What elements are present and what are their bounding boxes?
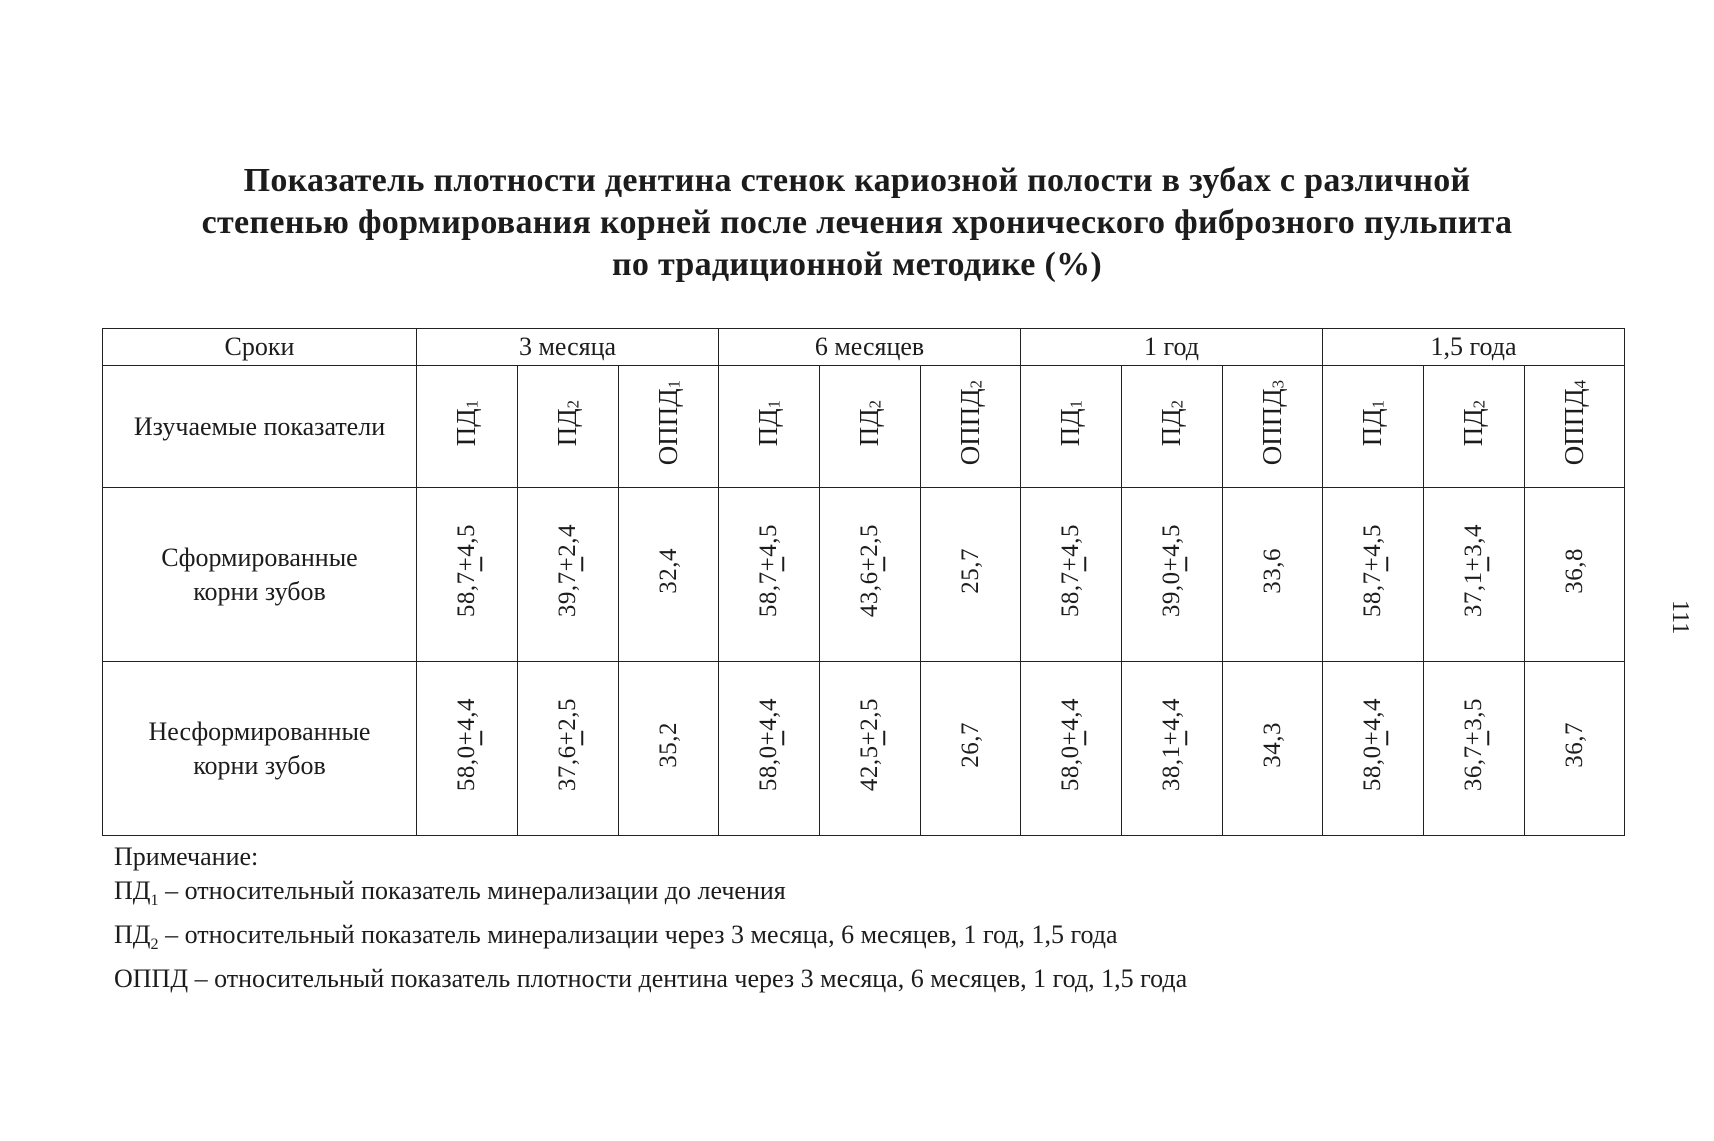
value-cell: 58,0+4,4 xyxy=(417,662,518,836)
value-cell: 58,0+4,4 xyxy=(1021,662,1122,836)
indicator-cell: $ПД_1$ xyxy=(719,366,820,488)
value-cell: 25,7 xyxy=(921,488,1021,662)
indicator-cell: $ПД_2$ xyxy=(1122,366,1223,488)
period-header: 1 год xyxy=(1021,329,1323,366)
indicator-cell: $ПД_2$ xyxy=(518,366,619,488)
table-row xyxy=(103,662,1625,836)
page-number: 111 xyxy=(1667,600,1693,635)
value-cell: 36,8 xyxy=(1525,488,1625,662)
value-cell: 39,0+4,5 xyxy=(1122,488,1223,662)
indicator-cell: $ОППД_2$ xyxy=(921,366,1021,488)
indicator-cell: $ПД_2$ xyxy=(1424,366,1525,488)
value-cell: 39,7+2,4 xyxy=(518,488,619,662)
period-header: 3 месяца xyxy=(417,329,719,366)
indicators-label: Изучаемые показатели xyxy=(103,366,417,488)
value-cell: 43,6+2,5 xyxy=(820,488,921,662)
value-cell: 58,7+4,5 xyxy=(719,488,820,662)
value-cell: 58,7+4,5 xyxy=(417,488,518,662)
value-cell: 33,6 xyxy=(1223,488,1323,662)
value-cell: 58,0+4,4 xyxy=(719,662,820,836)
table-header-row xyxy=(103,329,1625,366)
note-line: ОППД – относительный показатель плотности дентина через 3 месяца, 6 месяцев, 1 год, 1,5 года xyxy=(114,964,1188,994)
value-cell: 38,1+4,4 xyxy=(1122,662,1223,836)
value-cell: 26,7 xyxy=(921,662,1021,836)
period-header: 1,5 года xyxy=(1323,329,1625,366)
value-cell: 58,7+4,5 xyxy=(1021,488,1122,662)
value-cell: 42,5+2,5 xyxy=(820,662,921,836)
value-cell: 36,7 xyxy=(1525,662,1625,836)
note-line: $ПД_2$ – относительный показатель минерализации через 3 месяца, 6 месяцев, 1 год, 1,5 года xyxy=(114,920,1118,954)
value-cell: 35,2 xyxy=(619,662,719,836)
value-cell: 58,0+4,4 xyxy=(1323,662,1424,836)
value-cell: 37,1+3,4 xyxy=(1424,488,1525,662)
indicator-cell: $ПД_2$ xyxy=(820,366,921,488)
value-cell: 32,4 xyxy=(619,488,719,662)
indicator-cell: $ОППД_4$ xyxy=(1525,366,1625,488)
note-heading: Примечание: xyxy=(114,842,259,871)
indicators-row xyxy=(103,366,1625,488)
density-table xyxy=(102,328,1625,836)
row-label: Сформированные корни зубов xyxy=(103,488,417,662)
title-line-3: по традиционной методике (%) xyxy=(611,246,1103,283)
value-cell: 36,7+3,5 xyxy=(1424,662,1525,836)
indicator-cell: $ПД_1$ xyxy=(1323,366,1424,488)
value-cell: 34,3 xyxy=(1223,662,1323,836)
note-line: $ПД_1$ – относительный показатель минерализации до лечения xyxy=(114,876,786,910)
value-cell: 58,7+4,5 xyxy=(1323,488,1424,662)
indicator-cell: $ПД_1$ xyxy=(1021,366,1122,488)
value-cell: 37,6+2,5 xyxy=(518,662,619,836)
page-title xyxy=(0,160,1714,286)
indicator-cell: $ОППД_3$ xyxy=(1223,366,1323,488)
indicator-cell: $ПД_1$ xyxy=(417,366,518,488)
period-header: 6 месяцев xyxy=(719,329,1021,366)
title-line-1: Показатель плотности дентина стенок кариозной полости в зубах с различной xyxy=(243,162,1471,199)
table-row xyxy=(103,488,1625,662)
indicator-cell: $ОППД_1$ xyxy=(619,366,719,488)
corner-header: Сроки xyxy=(103,329,417,366)
title-line-2: степенью формирования корней после лечения хронического фиброзного пульпита xyxy=(201,204,1513,241)
footnotes xyxy=(114,840,1187,996)
row-label: Несформированные корни зубов xyxy=(103,662,417,836)
